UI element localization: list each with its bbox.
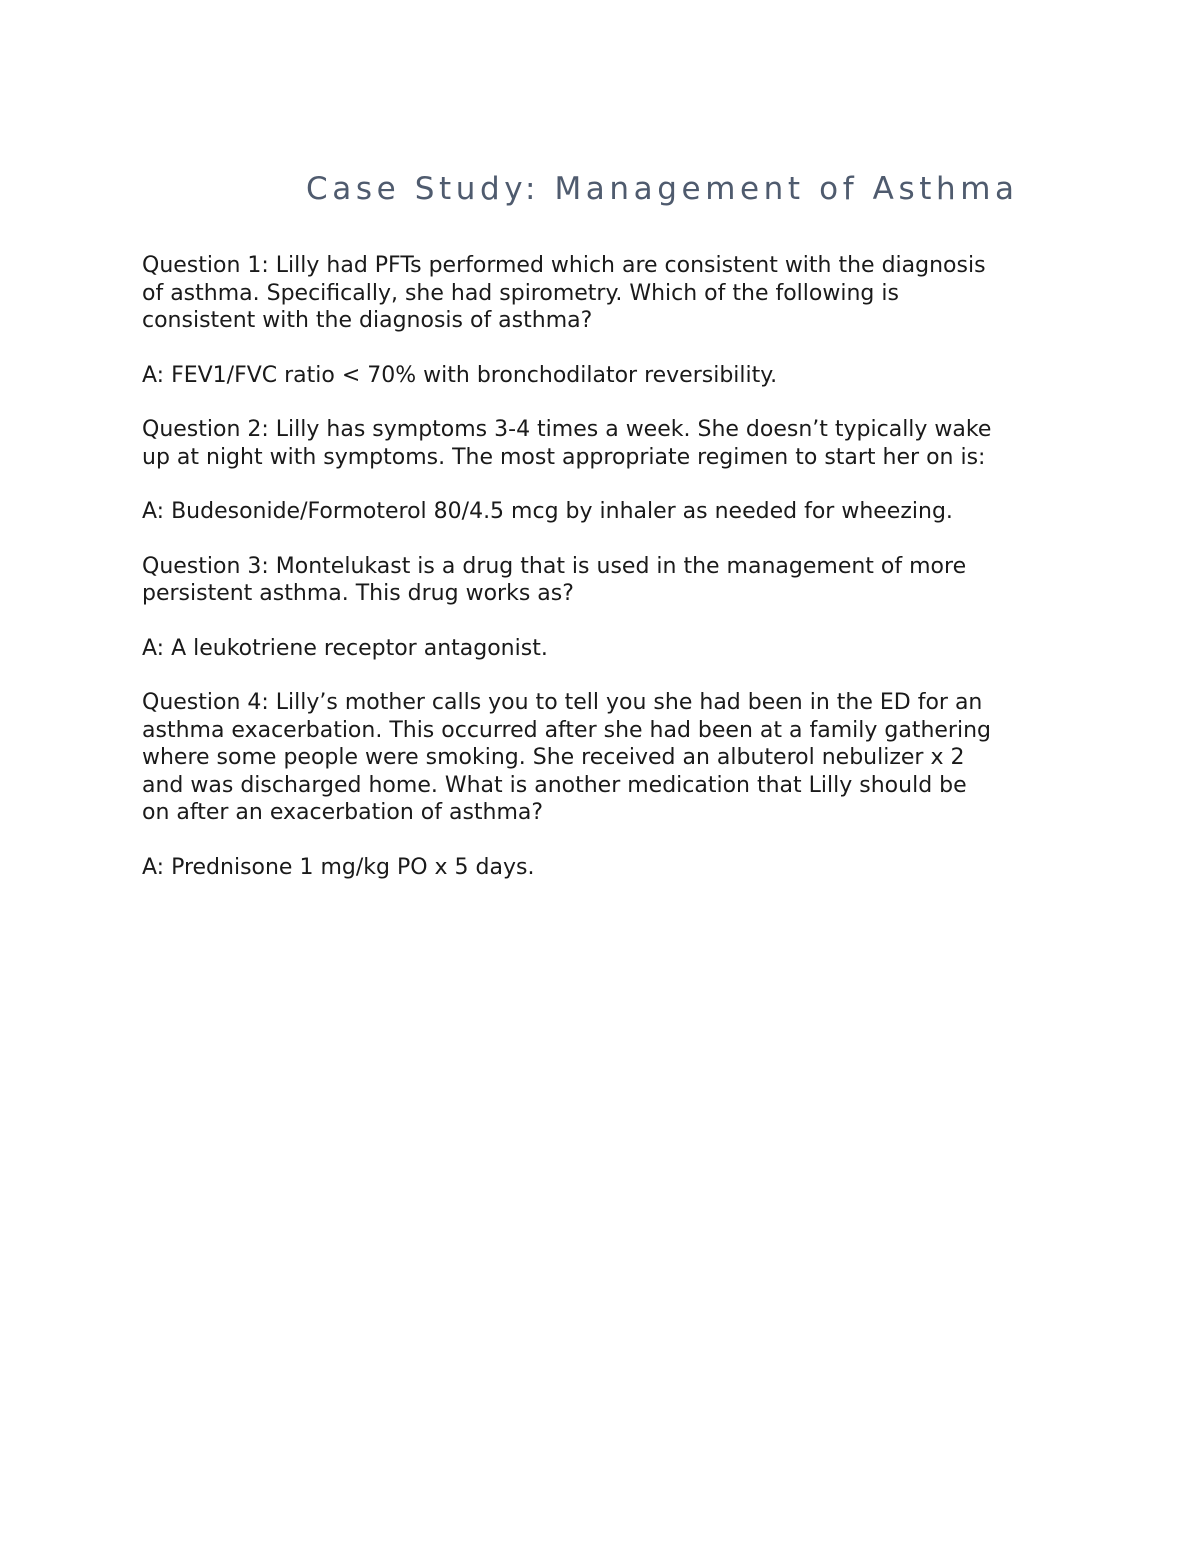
answer-4: A: Prednisone 1 mg/kg PO x 5 days. xyxy=(142,854,535,880)
answer-2: A: Budesonide/Formoterol 80/4.5 mcg by inhaler as needed for wheezing. xyxy=(142,499,953,524)
question-1: Question 1: Lilly had PFTs performed which are consistent with the diagnosis of asthma. Specifically, she had spirometry. Which of the following is consistent with the diagnosis of asthma? xyxy=(142,253,986,333)
document-title: Case Study: Management of Asthma xyxy=(306,171,1019,207)
answer-3: A: A leukotriene receptor antagonist. xyxy=(142,635,548,661)
question-4: Question 4: Lilly’s mother calls you to tell you she had been in the ED for an asthma exacerbation. This occurred after she had been at a family gathering where some people were smoking. She received an albuterol nebulizer x 2 and was discharged home. What is another medication that Lilly should be on after an exacerbation of asthma? xyxy=(142,690,991,825)
question-2: Question 2: Lilly has symptoms 3-4 times a week. She doesn’t typically wake up at night with symptoms. The most appropriate regimen to start her on is: xyxy=(142,417,992,470)
answer-1: A: FEV1/FVC ratio < 70% with bronchodilator reversibility. xyxy=(142,362,778,388)
document-body xyxy=(142,252,1062,908)
question-3: Question 3: Montelukast is a drug that is used in the management of more persistent asthma. This drug works as? xyxy=(142,553,967,606)
